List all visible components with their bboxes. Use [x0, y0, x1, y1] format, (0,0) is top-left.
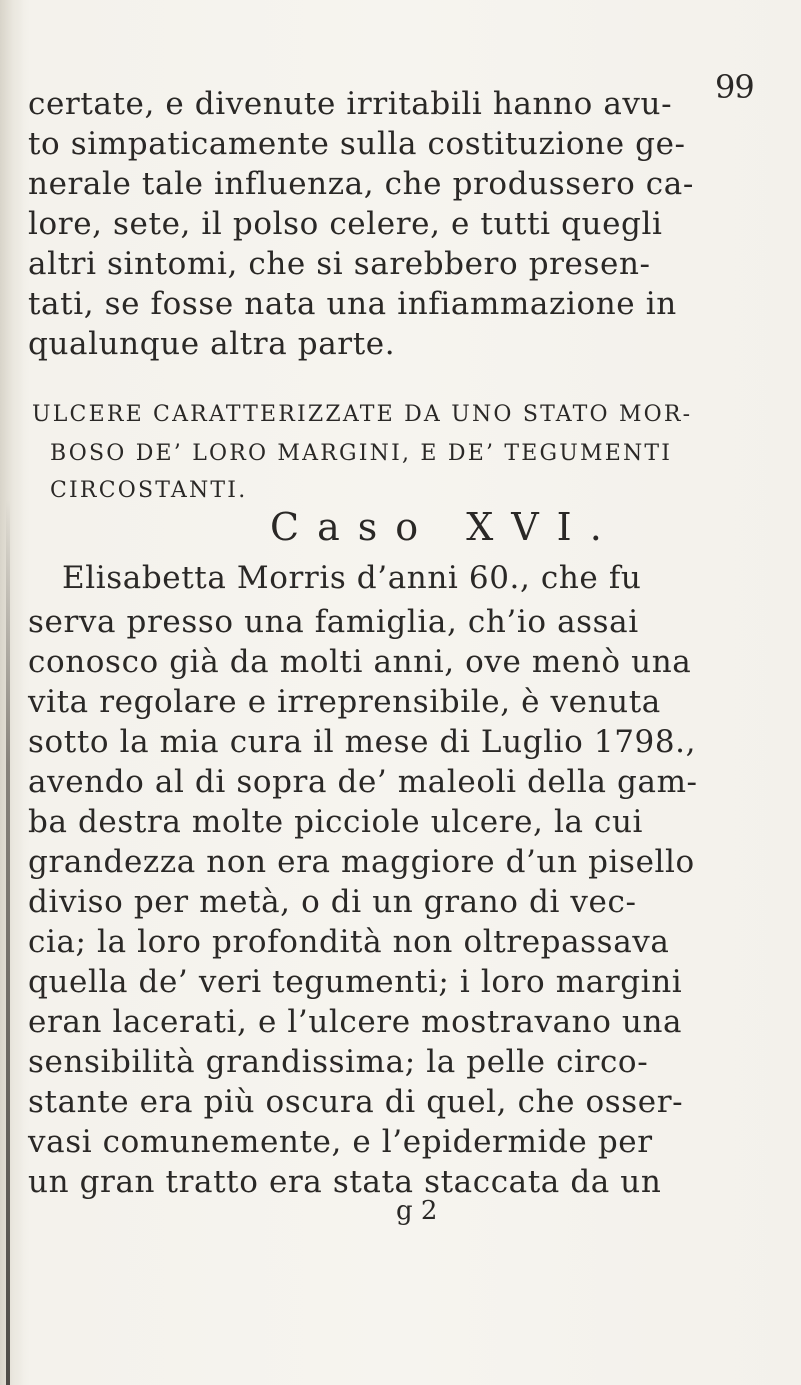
text-line: sensibilità grandissima; la pelle circo- — [28, 1044, 649, 1080]
text-line: tati, se fosse nata una infiammazione in — [28, 286, 677, 322]
text-line: lore, sete, il polso celere, e tutti quegli — [28, 206, 663, 242]
case-title: Caso XVI. — [270, 505, 620, 549]
text-line: qualunque altra parte. — [28, 326, 396, 362]
text-line: stante era più oscura di quel, che osser- — [28, 1084, 684, 1120]
signature-mark: g 2 — [396, 1196, 438, 1226]
text-line: nerale tale influenza, che produssero ca- — [28, 166, 694, 202]
page-number: 99 — [715, 68, 754, 106]
text-line: un gran tratto era stata staccata da un — [28, 1164, 662, 1200]
heading-line-1: ULCERE CARATTERIZZATE DA UNO STATO MOR- — [32, 402, 693, 427]
text-line: conosco già da molti anni, ove menò una — [28, 644, 692, 680]
heading-line-3: CIRCOSTANTI. — [50, 478, 248, 503]
text-line: vita regolare e irreprensibile, è venuta — [28, 684, 661, 720]
text-line: certate, e divenute irritabili hanno avu- — [28, 86, 673, 122]
text-line: vasi comunemente, e l’epidermide per — [28, 1124, 653, 1160]
text-line: avendo al di sopra de’ maleoli della gam- — [28, 764, 698, 800]
text-line: serva presso una famiglia, ch’io assai — [28, 604, 639, 640]
text-line: to simpaticamente sulla costituzione ge- — [28, 126, 686, 162]
text-line: grandezza non era maggiore d’un pisello — [28, 844, 695, 880]
page-binding-shadow — [6, 500, 10, 1385]
text-line: altri sintomi, che si sarebbero presen- — [28, 246, 651, 282]
text-line: diviso per metà, o di un grano di vec- — [28, 884, 637, 920]
text-line: eran lacerati, e l’ulcere mostravano una — [28, 1004, 683, 1040]
text-line: Elisabetta Morris d’anni 60., che fu — [62, 560, 642, 596]
text-line: sotto la mia cura il mese di Luglio 1798., — [28, 724, 697, 760]
text-line: cia; la loro profondità non oltrepassava — [28, 924, 670, 960]
heading-line-2: BOSO DE’ LORO MARGINI, E DE’ TEGUMENTI — [50, 441, 673, 466]
text-line: quella de’ veri tegumenti; i loro margini — [28, 964, 683, 1000]
page-binding-edge — [0, 0, 24, 1385]
text-line: ba destra molte picciole ulcere, la cui — [28, 804, 644, 840]
